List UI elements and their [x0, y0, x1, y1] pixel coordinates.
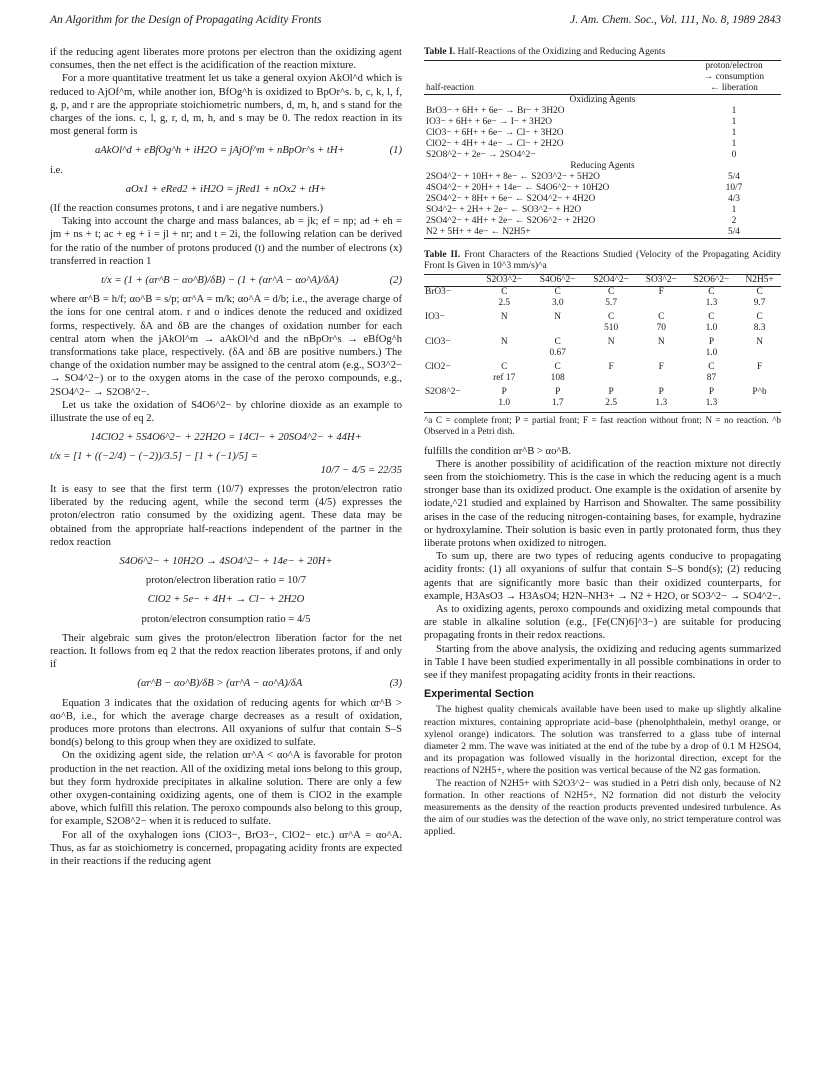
front-character-cell: C: [501, 286, 508, 297]
equation-7: ClO2 + 5e− + 4H+ → Cl− + 2H2O: [147, 594, 305, 606]
equation-text: t/x = (1 + (αr^B − αo^B)/δB) − (1 + (αr^A − αo^A)/δA): [101, 275, 339, 287]
equation-text: aAkOl^d + eBfOg^h + iH2O = jAjOf^m + nBpOr^s + tH+: [94, 145, 345, 157]
velocity-cell: [738, 373, 781, 384]
table-1: [424, 60, 781, 238]
paragraph: The highest quality chemicals available have been used to make up slightly alkaline reaction mixtures, containing appropriate acid–base (phenolphthalein, methyl orange, or xylenol orange) indicators. The solution was transferred to a glass tube of internal diameter 2 mm. The wave was initiated at the end of the tube by a drop of 0.1 M H2SO4, and its propagation was followed visually in the horizontal direction, except for the reactions of N2H5+, where the position was vertical because of the N2 gas formation.: [424, 704, 781, 777]
front-character-cell: P: [555, 386, 561, 397]
front-character-cell: C: [708, 361, 715, 372]
front-character-cell: C: [554, 361, 561, 372]
table-2-col-header: S2O6^2−: [693, 274, 730, 285]
table-2-col-header: SO3^2−: [645, 274, 677, 285]
paragraph: Starting from the above analysis, the oxidizing and reducing agents summarized in Table I have been studied experimentally in all possible combinations in order to see if they manifest propagating acidity fronts in their reactions.: [424, 643, 781, 681]
ratio-cell: 0: [731, 149, 737, 160]
table-row: [424, 150, 781, 161]
table-2: [424, 274, 781, 412]
velocity-cell: [584, 373, 637, 384]
running-header-title: An Algorithm for the Design of Propagating Acidity Fronts: [50, 14, 322, 26]
half-reaction-cell: S2O8^2− + 2e− → 2SO4^2−: [426, 149, 536, 160]
paragraph: (If the reaction consumes protons, t and i are negative numbers.): [50, 203, 323, 215]
table-1-col-ratio: ← liberation: [710, 82, 758, 93]
paragraph: Their algebraic sum gives the proton/electron liberation factor for the net reaction. It follows from eq 2 that the redox reaction liberates protons, if and only if: [50, 632, 402, 671]
paragraph: For a more quantitative treatment let us take a general oxyion AkOl^d which is reduced to AjOf^m, while another ion, BfOg^h is oxidized to BpOr^s. b, c, k, l, f, g, p, and r are the appropriate stoichiometric numbers, d, m, h, and s stand for the charges of the ions. c, l, g, r, d, m, h, and s may be 0. The redox reaction in its most general form is: [50, 73, 402, 138]
paragraph: As to oxidizing agents, peroxo compounds and oxidizing metal compounds that are stable in alkaline solution (e.g., [Fe(CN)6]^3−) are suitable for producing propagating fronts in their redox reactions.: [424, 603, 781, 642]
table-1-title: Half-Reactions of the Oxidizing and Reducing Agents: [457, 46, 666, 57]
row-label-cell: S2O8^2−: [425, 386, 461, 397]
row-label-cell: ClO2−: [425, 361, 451, 372]
half-reaction-cell: 2SO4^2− + 4H+ + 2e− ← S2O6^2− + 2H2O: [426, 215, 596, 226]
table-1-label: Table I.: [424, 46, 456, 57]
paragraph: fulfills the condition αr^B > αo^B.: [424, 445, 572, 457]
equation-6: proton/electron liberation ratio = 10/7: [145, 575, 307, 587]
velocity-cell: 9.7: [753, 297, 766, 308]
table-row: [424, 227, 781, 238]
ratio-cell: 1: [731, 127, 737, 138]
blank-cell: [424, 348, 477, 359]
front-character-cell: N: [756, 336, 763, 347]
table-row: [424, 205, 781, 216]
table-2-caption: [424, 249, 781, 272]
table-1-col-half-reaction: half-reaction: [426, 82, 474, 93]
table-row: [424, 298, 781, 309]
half-reaction-cell: BrO3− + 6H+ + 6e− → Br− + 3H2O: [426, 105, 565, 116]
front-character-cell: C: [608, 311, 615, 322]
front-character-cell: C: [756, 311, 763, 322]
front-character-cell: F: [658, 361, 664, 372]
equation-number: (3): [389, 678, 402, 690]
front-character-cell: F: [658, 286, 664, 297]
velocity-cell: [638, 348, 685, 359]
right-column: [424, 46, 781, 839]
equation-3: 14ClO2 + 5S4O6^2− + 22H2O = 14Cl− + 20SO4^2− + 44H+: [90, 432, 362, 444]
half-reaction-cell: ClO2− + 4H+ + 4e− → Cl− + 2H2O: [426, 138, 564, 149]
running-header-journal: J. Am. Chem. Soc., Vol. 111, No. 8, 1989 2843: [570, 14, 781, 26]
table-row: [424, 128, 781, 139]
ratio-cell: 5/4: [728, 171, 740, 182]
front-character-cell: C: [756, 286, 763, 297]
ratio-cell: 5/4: [728, 226, 740, 237]
front-character-cell: C: [708, 286, 715, 297]
paragraph: For all of the oxyhalogen ions (ClO3−, BrO3−, ClO2− etc.) αr^A = αo^A. Thus, as far as stoichiometry is concerned, propagating acidity fronts are expected in their reactions if the reducing agent: [50, 829, 402, 867]
table-2-col-header: S4O6^2−: [539, 274, 576, 285]
velocity-cell: 1.3: [655, 397, 668, 408]
equation-number: (1): [389, 145, 402, 157]
front-character-cell: P: [501, 386, 507, 397]
velocity-cell: [477, 348, 530, 359]
table-row: [424, 398, 781, 409]
paragraph: There is another possibility of acidification of the reaction mixture not directly seen from the stoichiometry. This is the case in which the reducing agent is a much stronger base than its oxidized product. One example is the oxidation of arsenite by iodate,^21 studied and explained by Harrison and Showalter. The same possibility arises in the case of the reducing nitrogen-containing bases, for example, hydrazine or hydroxylamine. Their solution is basic even in partly protonated form, thus they liberate protons when oxidized to nitrogen.: [424, 458, 781, 549]
table-row: [424, 183, 781, 194]
half-reaction-cell: SO4^2− + 2H+ + 2e− ← SO3^2− + H2O: [426, 204, 582, 215]
equation-4a: t/x = [1 + ((−2/4) − (−2))/3.5] − [1 + (−1)/5] =: [50, 451, 258, 463]
front-character-cell: P: [708, 336, 715, 347]
velocity-cell: 70: [656, 322, 666, 333]
velocity-cell: [477, 323, 530, 334]
velocity-cell: 5.7: [605, 297, 617, 308]
front-character-cell: F: [756, 361, 763, 372]
half-reaction-cell: 4SO4^2− + 20H+ + 14e− ← S4O6^2− + 10H2O: [426, 182, 610, 193]
paragraph: It is easy to see that the first term (10/7) expresses the proton/electron ratio liberated by the reducing agent, while the second term (4/5) expresses the proton/electron ratio consumed by the oxidizing agent. These data may be obtained from the appropriate half-reactions independent of the partner in the redox reaction: [50, 483, 402, 548]
table-row: [424, 312, 781, 323]
blank-cell: [424, 323, 477, 334]
table-2-title: Front Characters of the Reactions Studied (Velocity of the Propagating Acidity Front Is Given in 10^3 mm/s)^a: [424, 248, 781, 271]
velocity-cell: 3.0: [551, 297, 564, 308]
paragraph: To sum up, there are two types of reducing agents conducive to propagating acidity fronts: (1) all oxyanions of sulfur that contain S–S bond(s); (2) reducing agents that are significantly more basic than their oxidized counterparts, for example, H3AsO3 → H3AsO4; H2N–NH3+ → N2 + H2O, or SO3^2− → SO4^2−.: [424, 551, 781, 602]
equation-5: S4O6^2− + 10H2O → 4SO4^2− + 14e− + 20H+: [119, 555, 333, 567]
table-row: [424, 139, 781, 150]
ratio-cell: 2: [731, 215, 737, 226]
velocity-cell: 0.67: [549, 347, 566, 358]
front-character-cell: P: [608, 386, 614, 397]
velocity-cell: 510: [604, 322, 619, 333]
table-1-caption: [424, 46, 781, 58]
front-character-cell: C: [554, 336, 561, 347]
front-character-cell: P: [708, 386, 715, 397]
ratio-cell: 4/3: [728, 193, 740, 204]
paragraph: where αr^B = h/f; αo^B = s/p; αr^A = m/k; αo^A = d/b; i.e., the average charge of the ions for one central atom. r and o indices denote the reduced and oxidized forms, respectively. δA and δB are the changes of oxidation number for each central atom when the jAkOl^m → aAkOl^d and the nBpOr^s → eBfOg^h transformations take place, respectively. (δA and δB are positive numbers.) The change of the oxidation number may be assigned to the central atom (e.g., SO3^2− → SO4^2−) or to the oxygen atoms in the case of the peroxo compounds, e.g., 2SO4^2− → S2O8^2−.: [50, 294, 402, 398]
velocity-cell: [738, 398, 781, 409]
equation-text: (αr^B − αo^B)/δB > (αr^A − αo^A)/δA: [137, 678, 303, 690]
paragraph: if the reducing agent liberates more protons per electron than the oxidizing agent consumes, then the net effect is the acidification of the reaction mixture.: [50, 47, 402, 72]
table-1-group-oxidizing: Oxidizing Agents: [569, 94, 636, 105]
half-reaction-cell: IO3− + 6H+ + 6e− → I− + 3H2O: [426, 116, 553, 127]
table-2-footnote: ^a C = complete front; P = partial front; F = fast reaction without front; N = no reaction. ^b Observed in a Petri dish.: [424, 414, 781, 436]
velocity-cell: 1.3: [705, 297, 718, 308]
velocity-cell: 2.5: [605, 397, 617, 408]
equation-8: proton/electron consumption ratio = 4/5: [141, 613, 311, 625]
equation-2: [50, 274, 402, 287]
front-character-cell: N: [554, 311, 562, 322]
velocity-cell: [638, 373, 685, 384]
blank-cell: [424, 298, 477, 309]
front-character-cell: N: [500, 336, 508, 347]
velocity-cell: 1.7: [551, 397, 564, 408]
paragraph: On the oxidizing agent side, the relation αr^A < αo^A is favorable for proton production in the net reaction. All of the oxidizing metal ions belong to this group, but they form hydroxide precipitates in alkaline solution. There are only a few other oxygen-containing oxidizing agents, one of them is ClO2 in the example above, which fulfill this relation. The peroxo compounds also belong to this group, for example, S2O8^2− when it is reduced to sulfate.: [50, 750, 402, 828]
table-row: [424, 387, 781, 398]
front-character-cell: P: [658, 386, 664, 397]
table-2-label: Table II.: [424, 248, 461, 260]
table-row: [424, 106, 781, 117]
table-2-col-header: N2H5+: [745, 274, 774, 285]
table-row: [424, 362, 781, 373]
velocity-cell: 1.3: [705, 397, 718, 408]
equation-1b: aOx1 + eRed2 + iH2O = jRed1 + nOx2 + tH+: [125, 183, 327, 195]
table-1-col-ratio: → consumption: [703, 71, 765, 82]
table-2-col-header: S2O4^2−: [593, 274, 629, 285]
table-2-col-header: S2O3^2−: [486, 274, 523, 285]
table-row: [424, 373, 781, 384]
paragraph: The reaction of N2H5+ with S2O3^2− was studied in a Petri dish only, because of N2 formation. In other reactions of N2H5+, N2 formation did not disturb the velocity measurements as the density of the reaction products prevented undesired turbulence. As the aim of our studies was the detection of the wave only, no strict temperature control was applied.: [424, 777, 781, 838]
ratio-cell: 1: [731, 138, 737, 149]
table-row: [424, 117, 781, 128]
table-row: [424, 323, 781, 334]
table-1-col-ratio: proton/electron: [705, 60, 763, 71]
equation-1: [50, 144, 402, 157]
paragraph: Taking into account the charge and mass balances, ab = jk; ef = np; ad + eh = jm + ns + t; ac + eg + i = jl + nr; and t = 2i, the following relation can be derived for the ratio of the number of protons produced (t) and the number of electrons (x) transferred in reaction 1: [50, 216, 402, 267]
paragraph: i.e.: [50, 164, 63, 176]
velocity-cell: 1.0: [705, 347, 718, 358]
front-character-cell: P^b: [752, 386, 767, 397]
table-1-group-reducing: Reducing Agents: [570, 160, 635, 171]
blank-cell: [424, 373, 477, 384]
equation-9: [50, 677, 402, 690]
table-2-corner: [424, 274, 477, 286]
velocity-cell: [738, 348, 781, 359]
velocity-cell: [638, 298, 685, 309]
table-row: [424, 194, 781, 205]
ratio-cell: 1: [731, 105, 737, 116]
table-row: [424, 216, 781, 227]
left-column: [50, 46, 402, 868]
front-character-cell: C: [658, 311, 665, 322]
front-character-cell: C: [554, 286, 561, 297]
velocity-cell: 1.0: [498, 397, 511, 408]
velocity-cell: 2.5: [498, 297, 511, 308]
row-label-cell: ClO3−: [425, 336, 451, 347]
ratio-cell: 1: [731, 116, 737, 127]
table-row: [424, 172, 781, 183]
front-character-cell: N: [607, 336, 615, 347]
ratio-cell: 1: [731, 204, 737, 215]
front-character-cell: C: [708, 311, 715, 322]
blank-cell: [424, 398, 477, 409]
half-reaction-cell: N2 + 5H+ + 4e− ← N2H5+: [426, 226, 531, 237]
half-reaction-cell: 2SO4^2− + 10H+ + 8e− ← S2O3^2− + 5H2O: [426, 171, 600, 182]
paragraph: Equation 3 indicates that the oxidation of reducing agents for which αr^B > αo^B, i.e., for which the average charge decreases as a result of oxidation, produces more protons than electrons. All oxyanions of sulfur that contain S–S bond(s) belong to this group when they are oxidized to sulfate.: [50, 697, 402, 749]
row-label-cell: IO3−: [425, 311, 445, 322]
section-heading: Experimental Section: [424, 688, 534, 701]
paragraph: Let us take the oxidation of S4O6^2− by chlorine dioxide as an example to illustrate the use of eq 2.: [50, 399, 402, 425]
equation-4b: 10/7 − 4/5 = 22/35: [320, 464, 402, 476]
velocity-cell: 8.3: [753, 322, 766, 333]
velocity-cell: [531, 323, 584, 334]
front-character-cell: N: [500, 311, 508, 322]
velocity-cell: ref 17: [493, 372, 516, 383]
table-row: [424, 337, 781, 348]
half-reaction-cell: 2SO4^2− + 8H+ + 6e− ← S2O4^2− + 4H2O: [426, 193, 596, 204]
row-label-cell: BrO3−: [425, 286, 452, 297]
equation-number: (2): [389, 275, 402, 287]
velocity-cell: 108: [550, 372, 565, 383]
half-reaction-cell: ClO3− + 6H+ + 6e− → Cl− + 3H2O: [426, 127, 564, 138]
table-row: [424, 348, 781, 359]
table-row: [424, 286, 781, 298]
front-character-cell: N: [657, 336, 665, 347]
velocity-cell: 87: [706, 372, 717, 383]
velocity-cell: [584, 348, 637, 359]
velocity-cell: 1.0: [705, 322, 718, 333]
ratio-cell: 10/7: [725, 182, 743, 193]
front-character-cell: C: [501, 361, 508, 372]
front-character-cell: F: [608, 361, 614, 372]
front-character-cell: C: [608, 286, 615, 297]
